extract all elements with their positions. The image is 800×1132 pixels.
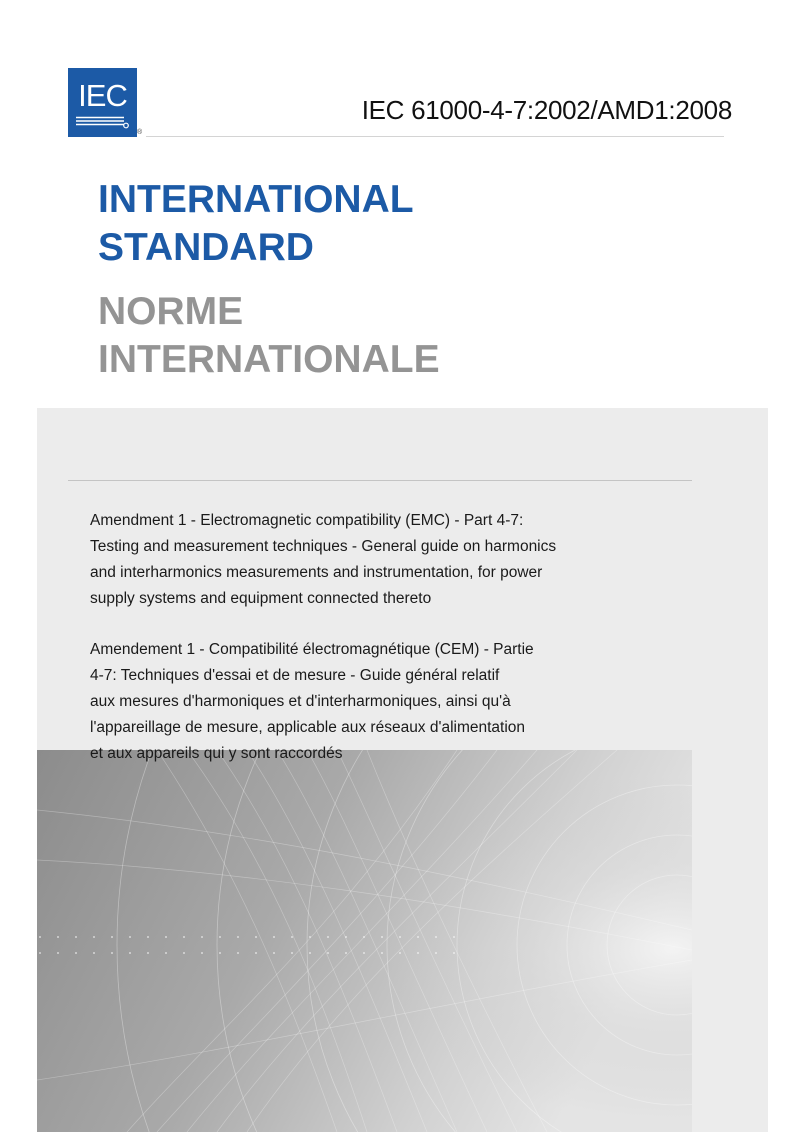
logo-text: IEC [78,78,127,113]
title-english [98,176,414,272]
title-en-line2: STANDARD [98,226,314,269]
standard-number: IEC 61000-4-7:2002/AMD1:2008 [361,95,732,125]
iec-logo-icon [68,68,137,137]
header-divider [146,136,724,137]
description-french: Amendement 1 - Compatibilité électromagnétique (CEM) - Partie 4-7: Techniques d'essai et de mesure - Guide général relatif aux mesures d'harmoniques et d'interharmoniques, ainsi qu'à l'appareillage de mesure, applicable aux réseaux d'alimentation et aux appareils qui y sont raccordés [90,641,534,762]
title-fr-line2: INTERNATIONALE [98,338,440,381]
title-fr-line1: NORME [98,290,244,333]
logo-lines-icon [76,116,129,130]
panel-divider [68,480,692,481]
title-french [98,288,440,384]
title-en-line1: INTERNATIONAL [98,178,414,221]
description-english: Amendment 1 - Electromagnetic compatibility (EMC) - Part 4-7: Testing and measurement techniques - General guide on harmonics and interharmonics measurements and instrumentation, for power supply systems and equipment connected thereto [90,512,557,607]
registered-mark: ® [137,129,143,136]
cover-art-graphic [37,750,692,1132]
